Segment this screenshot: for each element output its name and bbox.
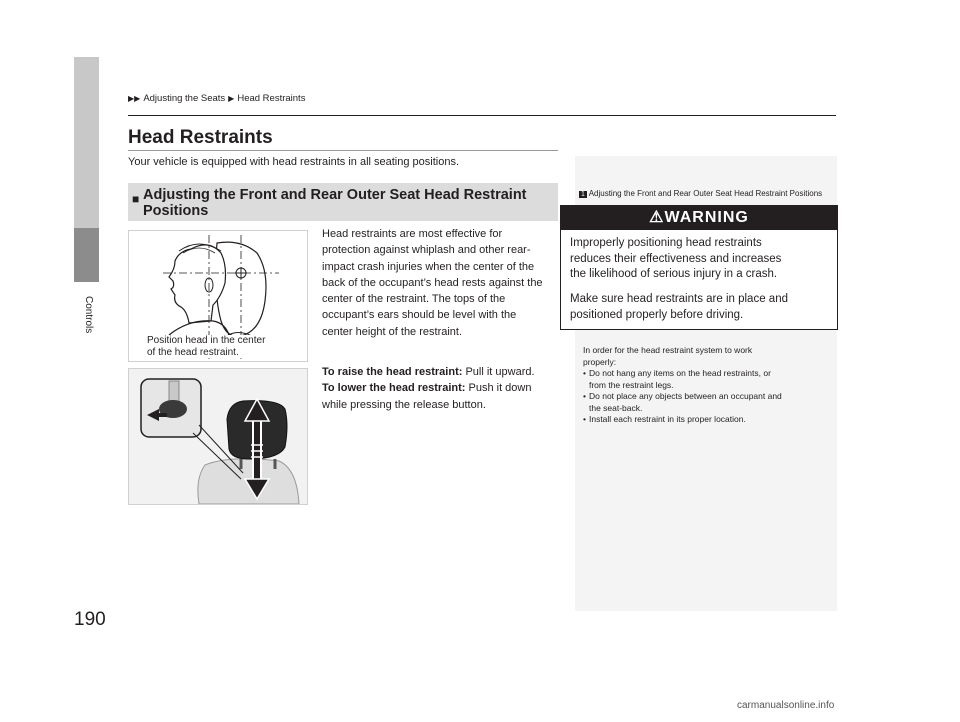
warning-box (560, 205, 838, 330)
body-line: occupant’s ears should be level with the (322, 309, 517, 322)
body-line: center of the restraint. The tops of the (322, 293, 506, 306)
warning-line: reduces their effectiveness and increases (570, 252, 782, 265)
section-heading (128, 183, 558, 221)
warning-paragraph-2 (570, 292, 828, 323)
breadcrumb-level1[interactable]: Adjusting the Seats (143, 93, 226, 104)
note-bullet (583, 391, 829, 414)
warning-triangle-icon: ⚠ (649, 209, 665, 226)
note-bullet (583, 368, 829, 391)
caption-line: of the head restraint. (147, 346, 239, 358)
warning-line: Make sure head restraints are in place and (570, 293, 788, 305)
body-line: back of the occupant’s head rests against the (322, 276, 543, 289)
raise-instruction: To raise the head restraint: Pull it upward. (322, 366, 535, 378)
bullet-icon: • (583, 414, 586, 424)
side-notes-heading (579, 189, 822, 198)
warning-line: the likelihood of serious injury in a crash. (570, 268, 778, 280)
body-line: Head restraints are most effective for (322, 228, 503, 240)
figure1-caption (145, 335, 267, 358)
warning-line: Improperly positioning head restraints (570, 237, 762, 249)
warning-line: positioned properly before driving. (570, 308, 744, 321)
body-paragraph (322, 226, 558, 340)
title-rule (128, 150, 558, 151)
watermark: carmanualsonline.info (737, 700, 835, 711)
lower-instruction: To lower the head restraint: Push it down (322, 382, 532, 395)
warning-paragraph-1 (570, 236, 828, 283)
lower-instruction-cont: while pressing the release button. (322, 398, 486, 411)
breadcrumb-level2[interactable]: Head Restraints (237, 93, 306, 104)
warning-banner (561, 206, 837, 230)
header-rule (128, 115, 836, 116)
caption-line: Position head in the center (147, 335, 266, 346)
body-line: center height of the restraint. (322, 325, 463, 338)
intro-text: Your vehicle is equipped with head restraints in all seating positions. (128, 156, 460, 168)
bullet-line: from the restraint legs. (588, 379, 674, 390)
bullet-icon: • (583, 368, 586, 378)
notes-intro: properly: (583, 356, 617, 367)
note-bullet (583, 414, 829, 426)
breadcrumb (128, 93, 305, 104)
warning-title: WARNING (664, 209, 749, 226)
notes-intro: In order for the head restraint system to work (583, 345, 753, 355)
page-title: Head Restraints (128, 127, 273, 148)
side-notes-heading-text: Adjusting the Front and Rear Outer Seat Head Restraint Positions (588, 189, 823, 198)
bullet-line: Do not hang any items on the head restraints, or (588, 368, 771, 378)
page-number: 190 (74, 609, 106, 630)
section-heading-line2: Positions (143, 203, 209, 219)
body-line: impact crash injuries when the center of the (322, 260, 535, 273)
reference-marker-icon: 1 (581, 191, 585, 198)
bullet-line: Install each restraint in its proper location. (588, 414, 746, 424)
section-marker-icon: ■ (132, 192, 140, 206)
breadcrumb-arrow-icon: ▶▶ (128, 94, 141, 103)
bullet-line: Do not place any objects between an occupant and (588, 391, 782, 401)
body-line: protection against whiplash and other rear- (322, 244, 531, 257)
head-restraint-adjustment-illustration (128, 368, 308, 505)
raise-lower-instructions (322, 364, 558, 413)
bullet-line: the seat-back. (588, 402, 643, 413)
side-notes-body (583, 345, 829, 426)
breadcrumb-arrow-icon: ▶ (228, 94, 235, 103)
chapter-tab-active (74, 228, 99, 282)
section-heading-line1: Adjusting the Front and Rear Outer Seat Head Restraint (143, 187, 527, 203)
bullet-icon: • (583, 391, 586, 401)
chapter-label: Controls (83, 296, 94, 334)
